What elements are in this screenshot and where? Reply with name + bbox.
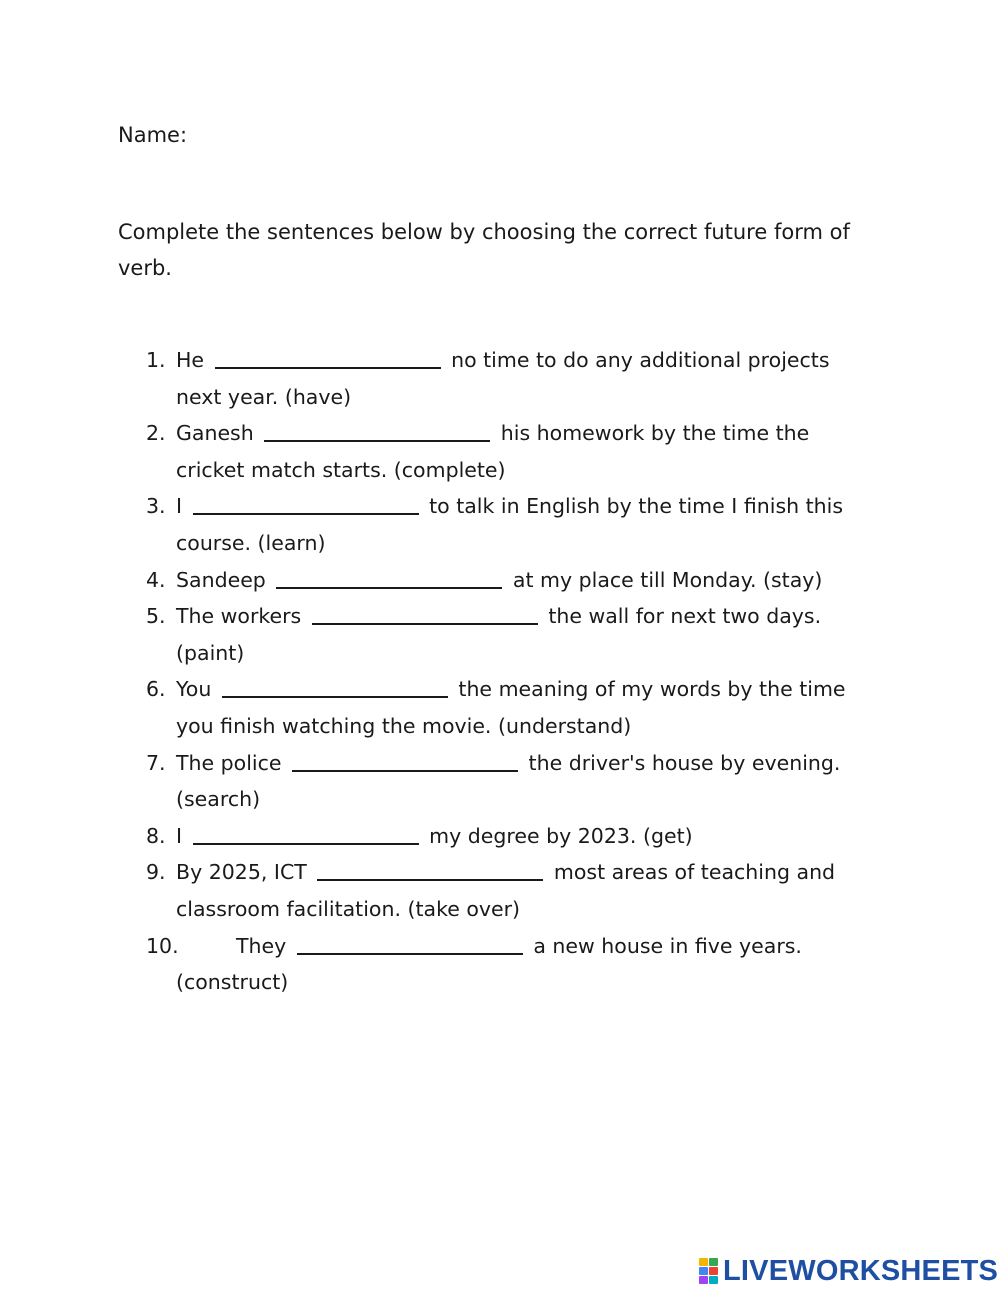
question-text-after: his homework by the time the: [500, 421, 810, 446]
answer-blank[interactable]: [215, 345, 441, 369]
question-text-continued: cricket match starts. (complete): [176, 457, 506, 482]
question-text-before: I: [176, 823, 183, 848]
question-text-continued: classroom facilitation. (take over): [176, 896, 521, 921]
question-number: 1.: [146, 348, 166, 372]
answer-blank[interactable]: [193, 821, 419, 845]
question-text-before: Ganesh: [176, 421, 254, 446]
question-text-after: at my place till Monday. (stay): [512, 567, 823, 592]
liveworksheets-logo-icon: [699, 1258, 719, 1284]
question-item: [146, 818, 886, 855]
question-text-continued: (paint): [176, 640, 245, 665]
question-number: 10.: [146, 933, 179, 958]
question-item: [146, 745, 886, 818]
question-number: 5.: [146, 604, 166, 629]
answer-blank[interactable]: [297, 931, 523, 955]
question-text-before: Sandeep: [176, 567, 266, 592]
question-text-continued: next year. (have): [176, 384, 352, 409]
question-text-before: He: [176, 348, 205, 372]
question-text-continued: (search): [176, 787, 261, 812]
answer-blank[interactable]: [317, 857, 543, 881]
question-item: [146, 488, 886, 561]
question-list: [146, 342, 886, 1001]
question-text-before: The workers: [176, 604, 302, 629]
question-text-before: By 2025, ICT: [176, 860, 307, 885]
question-number: 9.: [146, 860, 166, 885]
question-text-after: a new house in five years.: [533, 933, 802, 958]
question-item: [146, 928, 886, 1001]
question-text-after: to talk in English by the time I finish this: [429, 494, 844, 519]
question-text-after: no time to do any additional projects: [451, 348, 830, 372]
question-number: 2.: [146, 421, 166, 446]
question-number: 4.: [146, 567, 166, 592]
question-item: [146, 342, 886, 415]
answer-blank[interactable]: [292, 748, 518, 772]
question-item: [146, 854, 886, 927]
question-text-before: You: [176, 677, 212, 702]
question-number: 8.: [146, 823, 166, 848]
answer-blank[interactable]: [276, 565, 502, 589]
question-number: 7.: [146, 750, 166, 775]
question-text-after: the wall for next two days.: [548, 604, 822, 629]
question-item: [146, 671, 886, 744]
question-text-after: most areas of teaching and: [553, 860, 836, 885]
instructions-text: Complete the sentences below by choosing the correct future form of verb.: [118, 220, 850, 280]
question-number: 3.: [146, 494, 166, 519]
question-text-continued: you finish watching the movie. (understand): [176, 713, 632, 738]
question-text-continued: course. (learn): [176, 530, 326, 555]
question-text-after: the meaning of my words by the time: [458, 677, 846, 702]
liveworksheets-logo: [699, 1256, 998, 1286]
question-text-before: The police: [176, 750, 282, 775]
answer-blank[interactable]: [264, 418, 490, 442]
question-text-after: the driver's house by evening.: [528, 750, 841, 775]
question-text-before: I: [176, 494, 183, 519]
question-item: [146, 598, 886, 671]
question-text-continued: (construct): [176, 970, 289, 995]
question-item: [146, 562, 886, 599]
answer-blank[interactable]: [193, 491, 419, 515]
question-number: 6.: [146, 677, 166, 702]
answer-blank[interactable]: [312, 601, 538, 625]
question-text-before: They: [236, 933, 287, 958]
logo-text: LIVEWORKSHEETS: [723, 1255, 999, 1287]
name-label: Name:: [118, 123, 188, 147]
answer-blank[interactable]: [222, 674, 448, 698]
question-text-after: my degree by 2023. (get): [429, 823, 693, 848]
question-item: [146, 415, 886, 488]
